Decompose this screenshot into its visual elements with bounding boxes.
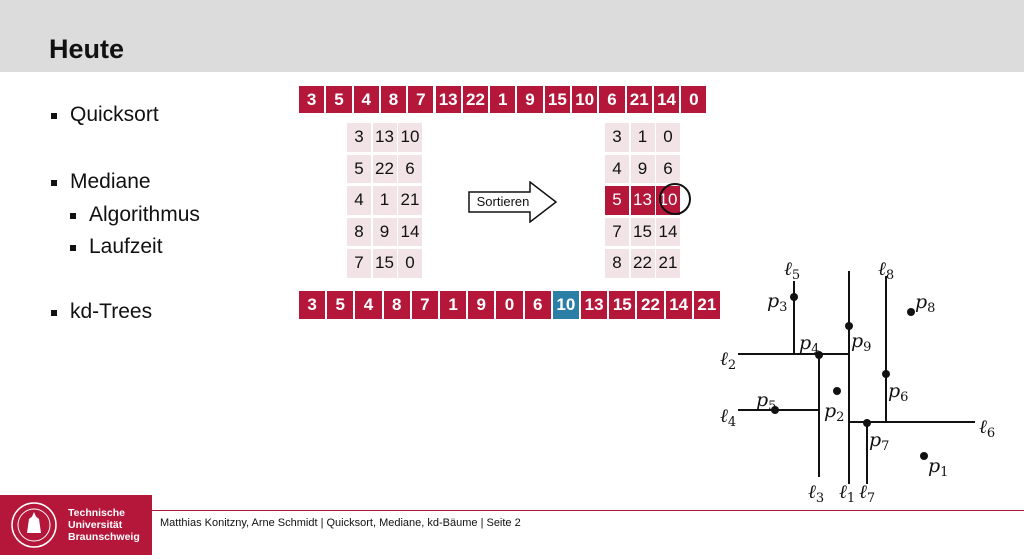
unsorted-group-cell: 3	[347, 123, 371, 152]
label-p3: $p_3$	[767, 290, 788, 315]
sorted-group-cell: 9	[631, 155, 655, 184]
unsorted-group-cell: 0	[398, 249, 422, 278]
sorted-group-cell: 3	[605, 123, 629, 152]
bullet-laufzeit: Laufzeit	[89, 235, 163, 258]
sorted-group-cell: 0	[656, 123, 680, 152]
bottom-array-cell: 21	[694, 291, 720, 319]
label-l7: ℓ$_7$	[859, 481, 876, 506]
sorted-group-cell: 4	[605, 155, 629, 184]
median-row-cell: 13	[631, 186, 655, 215]
bullet-algorithmus: Algorithmus	[89, 203, 200, 226]
unsorted-group-cell: 4	[347, 186, 371, 215]
unsorted-group-cell: 13	[373, 123, 397, 152]
kd-point-p3	[790, 293, 798, 301]
unsorted-group-cell: 9	[373, 218, 397, 247]
kd-point-p8	[907, 308, 915, 316]
bottom-array-cell: 14	[666, 291, 692, 319]
top-array-cell: 7	[408, 86, 433, 113]
top-array-cell: 3	[299, 86, 324, 113]
unsorted-group-cell: 14	[398, 218, 422, 247]
unsorted-group-cell: 10	[398, 123, 422, 152]
top-array-cell: 1	[490, 86, 515, 113]
top-array-cell: 9	[517, 86, 542, 113]
bottom-array-cell: 13	[581, 291, 607, 319]
top-array-cell: 15	[545, 86, 570, 113]
sorted-group-cell: 15	[631, 218, 655, 247]
label-p9: $p_9$	[851, 330, 872, 355]
kd-point-p2	[833, 387, 841, 395]
sorted-group-cell: 1	[631, 123, 655, 152]
top-array-cell: 0	[681, 86, 706, 113]
top-array-cell: 21	[627, 86, 652, 113]
label-p6: $p_6$	[888, 380, 909, 405]
sorted-group-cell: 22	[631, 249, 655, 278]
label-l3: ℓ$_3$	[808, 481, 825, 506]
pivot-cell: 10	[553, 291, 579, 319]
top-array-cell: 13	[436, 86, 461, 113]
logo-line-1: Technische	[68, 507, 125, 519]
label-p1: $p_1$	[928, 455, 949, 480]
unsorted-group-cell: 15	[373, 249, 397, 278]
kd-point-p1	[920, 452, 928, 460]
logo-line-2: Universität	[68, 519, 123, 531]
sorted-group-cell: 6	[656, 155, 680, 184]
kd-point-p6	[882, 370, 890, 378]
sorted-group-cell: 7	[605, 218, 629, 247]
label-l6: ℓ$_6$	[979, 416, 996, 441]
university-seal-icon	[0, 495, 60, 555]
bullet-kd-trees: kd-Trees	[70, 300, 153, 323]
bottom-array-cell: 22	[637, 291, 663, 319]
bottom-array-cell: 7	[412, 291, 438, 319]
label-p8: $p_8$	[915, 291, 936, 316]
footer-divider	[150, 510, 1024, 511]
university-name	[68, 507, 140, 543]
top-array-cell: 4	[354, 86, 379, 113]
label-l1: ℓ$_1$	[839, 481, 856, 506]
unsorted-group-cell: 7	[347, 249, 371, 278]
top-array-cell: 6	[599, 86, 624, 113]
label-p5: $p_5$	[756, 389, 777, 414]
footer-text: Matthias Konitzny, Arne Schmidt | Quicksort, Mediane, kd-Bäume | Seite 2	[160, 517, 521, 529]
bottom-array-cell: 4	[355, 291, 381, 319]
top-array-cell: 22	[463, 86, 488, 113]
bottom-array-cell: 3	[299, 291, 325, 319]
logo-line-3: Braunschweig	[68, 531, 140, 543]
bottom-array-cell: 5	[327, 291, 353, 319]
bottom-array-cell: 1	[440, 291, 466, 319]
label-l5: ℓ$_5$	[784, 258, 801, 283]
label-l2: ℓ$_2$	[720, 348, 737, 373]
top-array-cell: 5	[326, 86, 351, 113]
slide-title: Heute	[49, 34, 125, 64]
sorted-group-cell: 8	[605, 249, 629, 278]
bottom-array-cell: 15	[609, 291, 635, 319]
unsorted-group-cell: 1	[373, 186, 397, 215]
bottom-array-cell: 8	[384, 291, 410, 319]
bottom-array-cell: 0	[496, 291, 522, 319]
kd-point-p9	[845, 322, 853, 330]
unsorted-group-cell: 5	[347, 155, 371, 184]
label-p7: $p_7$	[869, 429, 890, 454]
top-array-cell: 14	[654, 86, 679, 113]
bullet-quicksort: Quicksort	[70, 103, 159, 126]
unsorted-group-cell: 22	[373, 155, 397, 184]
sort-arrow-label: Sortieren	[476, 194, 530, 209]
unsorted-group-cell: 6	[398, 155, 422, 184]
label-p2: $p_2$	[824, 400, 845, 425]
label-p4: $p_4$	[799, 332, 820, 357]
bottom-array-cell: 9	[468, 291, 494, 319]
label-l4: ℓ$_4$	[720, 405, 737, 430]
sorted-group-cell: 14	[656, 218, 680, 247]
bottom-array-cell: 6	[525, 291, 551, 319]
median-row-cell: 10	[656, 186, 680, 215]
top-array-cell: 8	[381, 86, 406, 113]
bullet-mediane: Mediane	[70, 170, 151, 193]
label-l8: ℓ$_8$	[878, 258, 895, 283]
top-array-cell: 10	[572, 86, 597, 113]
sorted-group-cell: 21	[656, 249, 680, 278]
median-row-cell: 5	[605, 186, 629, 215]
unsorted-group-cell: 21	[398, 186, 422, 215]
kd-point-p7	[863, 419, 871, 427]
unsorted-group-cell: 8	[347, 218, 371, 247]
